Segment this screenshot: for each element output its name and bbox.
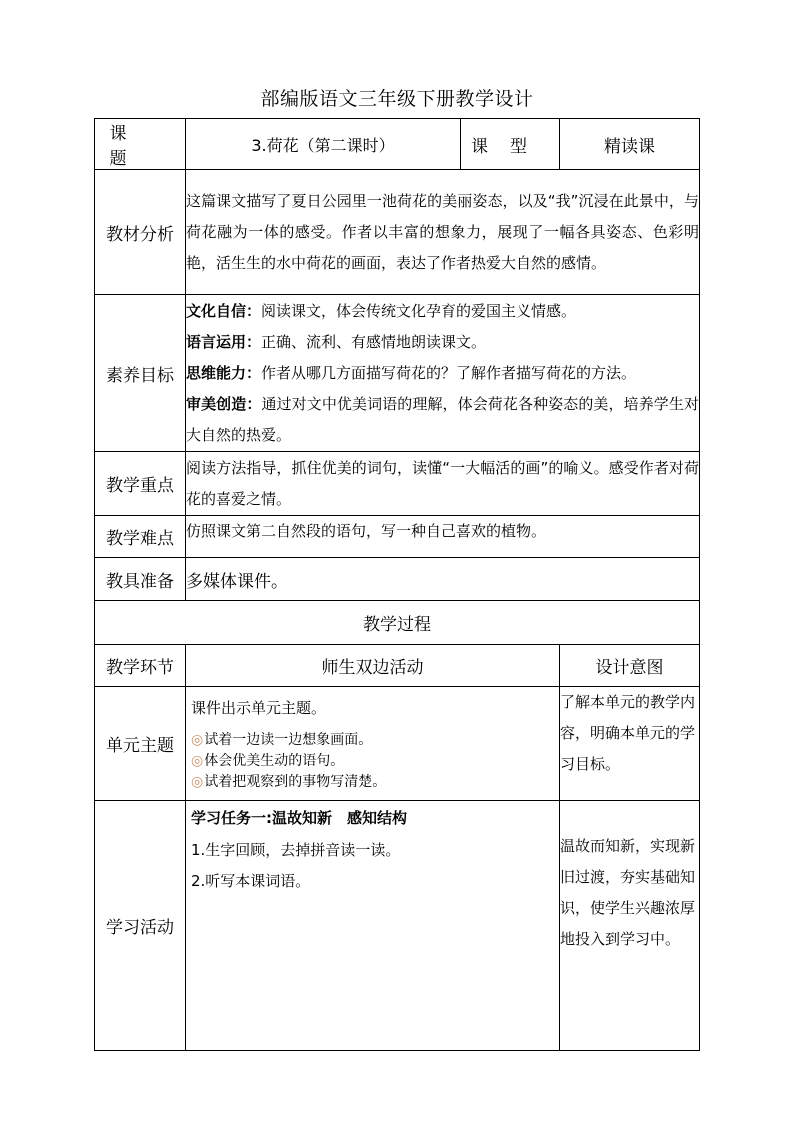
bullet-ring-icon: ◎ [191, 774, 204, 790]
document-title: 部编版语文三年级下册教学设计 [260, 88, 534, 110]
type-value: 精读课 [560, 119, 700, 170]
key-point-label: 教学重点 [95, 452, 186, 516]
process-header-row [95, 645, 700, 687]
difficulty-text: 仿照课文第二自然段的语句，写一种自己喜欢的植物。 [186, 516, 700, 558]
goal-head: 语言运用： [186, 332, 262, 351]
goal-text: 正确、流利、有感情地朗读课文。 [261, 332, 487, 351]
difficulty-label: 教学难点 [95, 516, 186, 558]
goal-item-culture [186, 296, 699, 327]
unit-theme-intro: 课件出示单元主题。 [191, 699, 327, 717]
col-activity-header: 师生双边活动 [186, 645, 560, 687]
topic-row [95, 119, 700, 170]
goal-item-aesthetic [186, 389, 699, 451]
learning-activity-label: 学习活动 [95, 801, 186, 1051]
unit-bullet: ◎体会优美生动的语句。 [191, 753, 345, 769]
goal-head: 思维能力： [186, 363, 262, 382]
type-label: 课型 [461, 119, 560, 170]
task-step: 1.生字回顾，去掉拼音读一读。 [191, 841, 401, 859]
task-title: 学习任务一:温故知新 感知结构 [191, 809, 408, 827]
col-stage-header: 教学环节 [95, 645, 186, 687]
goals-row [95, 295, 700, 452]
lesson-plan-table [94, 118, 700, 1051]
col-intent-header: 设计意图 [560, 645, 700, 687]
goal-item-thinking [186, 358, 699, 389]
goals-label: 素养目标 [95, 295, 186, 452]
unit-bullet: ◎试着把观察到的事物写清楚。 [191, 774, 387, 790]
bullet-ring-icon: ◎ [191, 732, 204, 748]
bullet-ring-icon: ◎ [191, 753, 204, 769]
goal-text: 阅读课文，体会传统文化孕育的爱国主义情感。 [261, 301, 577, 320]
analysis-row [95, 170, 700, 295]
goal-text: 作者从哪几方面描写荷花的？了解作者描写荷花的方法。 [261, 363, 637, 382]
unit-theme-intent: 了解本单元的教学内容，明确本单元的学习目标。 [560, 687, 700, 801]
tools-text: 多媒体课件。 [186, 558, 700, 601]
unit-theme-activity [186, 687, 560, 801]
topic-label: 课题 [95, 119, 186, 170]
analysis-text: 这篇课文描写了夏日公园里一池荷花的美丽姿态，以及“我”沉浸在此景中，与荷花融为一体的感受。作者以丰富的想象力，展现了一幅各具姿态、色彩明艳，活生生的水中荷花的画面，表达了作者热爱大自然的感情。 [186, 170, 700, 295]
learning-activity-intent: 温故而知新，实现新旧过渡，夯实基础知识，使学生兴趣浓厚地投入到学习中。 [560, 801, 700, 1051]
topic-value: 3.荷花（第二课时） [186, 119, 461, 170]
goal-head: 文化自信： [186, 301, 262, 320]
task-step: 2.听写本课词语。 [191, 872, 311, 890]
unit-theme-row [95, 687, 700, 801]
goal-item-language [186, 327, 699, 358]
process-heading: 教学过程 [95, 601, 700, 645]
difficulty-row [95, 516, 700, 558]
tools-label: 教具准备 [95, 558, 186, 601]
analysis-label: 教材分析 [95, 170, 186, 295]
tools-row [95, 558, 700, 601]
unit-bullet: ◎试着一边读一边想象画面。 [191, 732, 373, 748]
goal-head: 审美创造： [186, 394, 262, 413]
unit-theme-label: 单元主题 [95, 687, 186, 801]
goal-text: 通过对文中优美词语的理解，体会荷花各种姿态的美，培养学生对大自然的热爱。 [186, 394, 699, 444]
goals-list [186, 295, 700, 452]
key-point-text: 阅读方法指导，抓住优美的词句，读懂“一大幅活的画”的喻义。感受作者对荷花的喜爱之情。 [186, 452, 700, 516]
key-point-row [95, 452, 700, 516]
learning-activity-content [186, 801, 560, 1051]
process-heading-row [95, 601, 700, 645]
learning-activity-row [95, 801, 700, 1051]
